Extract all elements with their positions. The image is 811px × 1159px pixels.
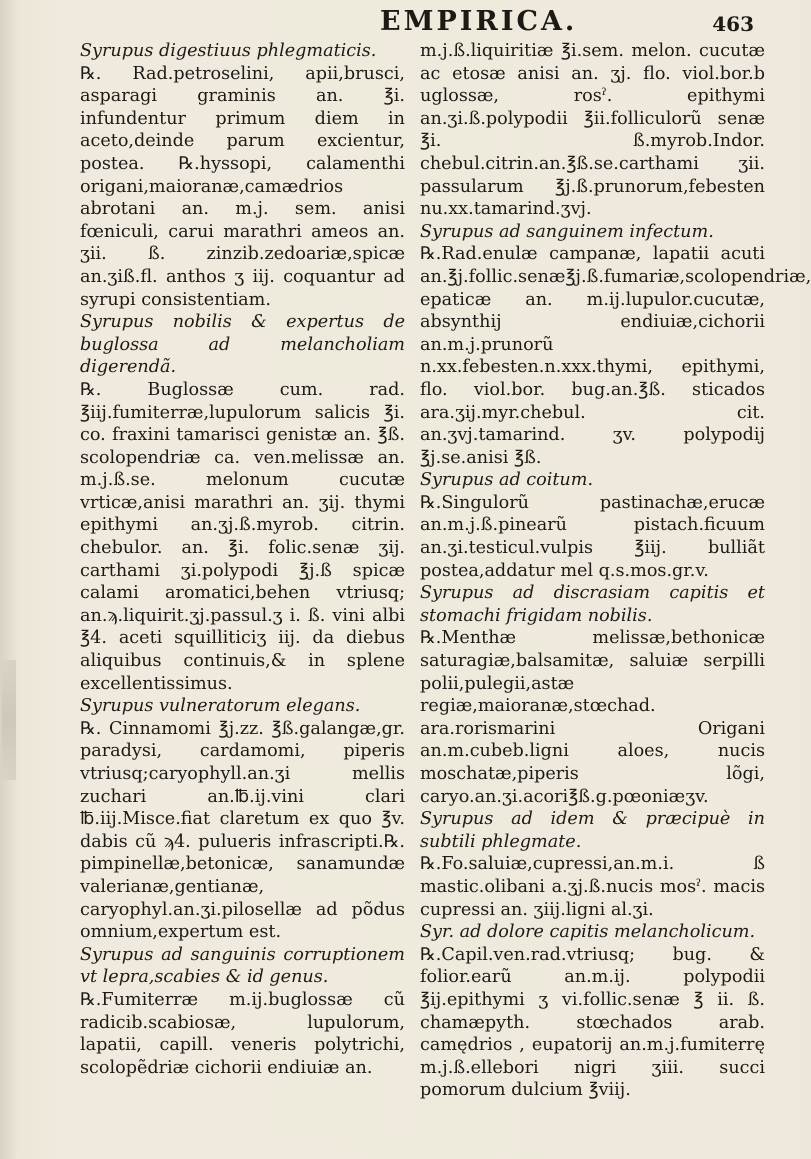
- recipe-text: ℞. Rad.petroselini, apii,brusci, asparagi graminis an. ℥i. infundentur primum diem in aceto,deinde parum excientur, postea. ℞.hyssopi, calamenthi origani,maioranæ,camædrios abrotani an. m.j. sem. anisi fœniculi, carui marathri ameos an. ʒii. ß. zinzib.zedoariæ,spicæ an.ʒiß.fl. anthos ʒ iij. coquantur ad syrupi consistentiam.: [80, 63, 405, 310]
- recipe-text: ℞.Capil.ven.rad.vtriusq; bug. & folior.earũ an.m.ij. polypodii ℥ij.epithymi ʒ vi.follic.senæ ℥ ii. ß. chamæpyth. stœchados arab. camędrios , eupatorij an.m.j.fumiterrę m.j.ß.ellebori nigri ʒiii. succi pomorum dulcium ℥viij.: [420, 944, 765, 1101]
- recipe-text: ℞.Singulorũ pastinachæ,erucæ an.m.j.ß.pinearũ pistach.ficuum an.ʒi.testicul.vulpis ℥iij. bulliãt postea,addatur mel q.s.mos.gr.v.: [420, 492, 765, 581]
- recipe-text: m.j.ß.liquiritiæ ℥i.sem. melon. cucutæ ac etosæ anisi an. ʒj. flo. viol.bor.b uglossæ, rosˀ. epithymi an.ʒi.ß.polypodii ℥ii.folliculorũ senæ ℥i. ß.myrob.Indor. chebul.citrin.an.℥ß.se.carthami ʒii. passularum ℥j.ß.prunorum,febesten nu.xx.tamarind.ʒvj.: [420, 41, 765, 220]
- recipe-heading: Syrupus ad coitum.: [420, 470, 594, 491]
- left-column: [80, 40, 405, 1148]
- running-title: EMPIRICA.: [380, 6, 578, 37]
- recipe-heading: Syrupus ad idem & præcipuè in subtili phlegmate.: [420, 809, 765, 852]
- recipe-text: ℞.Fo.saluiæ,cupressi,an.m.i. ß mastic.olibani a.ʒj.ß.nucis mosˀ. macis cupressi an. ʒiij.ligni al.ʒi.: [420, 854, 765, 920]
- right-column: [420, 40, 811, 1148]
- page-number: 463: [712, 12, 754, 36]
- page-header: [0, 6, 800, 36]
- recipe-text: ℞. Cinnamomi ℥j.zz. ℥ß.galangæ,gr. paradysi, cardamomi, piperis vtriusq;caryophyll.an.ʒi mellis zuchari an.℔.ij.vini clari ℔.iij.Misce.fiat claretum ex quo ℥v. dabis cũ ϡ4. pulueris infrascripti.℞. pimpinellæ,betonicæ, sanamundæ valerianæ,gentianæ, caryophyl.an.ʒi.pilosellæ ad põdus omnium,expertum est.: [80, 718, 405, 943]
- recipe-heading: Syrupus vulneratorum elegans.: [80, 696, 361, 717]
- recipe-text: ℞.Rad.enulæ campanæ, lapatii acuti an.℥j.follic.senæ℥j.ß.fumariæ,scolopendriæ, epaticæ an. m.ij.lupulor.cucutæ, absynthij endiuiæ,cichorii an.m.j.prunorũ n.xx.febesten.n.xxx.thymi, epithymi, flo. viol.bor. bug.an.℥ß. sticados ara.ʒij.myr.chebul. cit. an.ʒvj.tamarind. ʒv. polypodij ℥j.se.anisi ℥ß.: [420, 244, 811, 468]
- recipe-heading: Syrupus digestiuus phlegmaticis.: [80, 41, 377, 61]
- recipe-text: ℞.Menthæ melissæ,bethonicæ saturagiæ,balsamitæ, saluiæ serpilli polii,pulegii,astæ regiæ,maioranæ,stœchad. ara.rorismarini Origani an.m.cubeb.ligni aloes, nucis moschatæ,piperis lõgi, caryo.an.ʒi.acori℥ß.g.pœoniæʒv.: [420, 628, 765, 807]
- recipe-text: ℞. Buglossæ cum. rad. ℥iij.fumiterræ,lupulorum salicis ℥i. co. fraxini tamarisci genistæ an. ℥ß. scolopendriæ ca. ven.melissæ an. m.j.ß.se. melonum cucutæ vrticæ,anisi marathri an. ʒij. thymi epithymi an.ʒj.ß.myrob. citrin. chebulor. an. ℥i. folic.senæ ʒij. carthami ʒi.polypodi ℥j.ß spicæ calami aromatici,behen vtriusq; an.ϡ.liquirit.ʒj.passul.ʒ i. ß. vini albi ℥4. aceti squilliticiʒ iij. da diebus aliquibus continuis,& in splene excellentissimus.: [80, 379, 405, 694]
- recipe-text: ℞.Fumiterræ m.ij.buglossæ cũ radicib.scabiosæ, lupulorum, lapatii, capill. veneris polytrichi, scolopẽdriæ cichorii endiuiæ an.: [80, 989, 405, 1078]
- recipe-heading: Syrupus ad discrasiam capitis et stomachi frigidam nobilis.: [420, 583, 765, 626]
- recipe-heading: Syrupus ad sanguinem infectum.: [420, 221, 714, 242]
- recipe-heading: Syrupus ad sanguinis corruptionem vt lepra,scabies & id genus.: [80, 944, 405, 988]
- recipe-heading: Syrupus nobilis & expertus de buglossa ad melancholiam digerendã.: [80, 312, 405, 378]
- recipe-heading: Syr. ad dolore capitis melancholicum.: [420, 922, 756, 943]
- binding-shadow: [2, 660, 16, 780]
